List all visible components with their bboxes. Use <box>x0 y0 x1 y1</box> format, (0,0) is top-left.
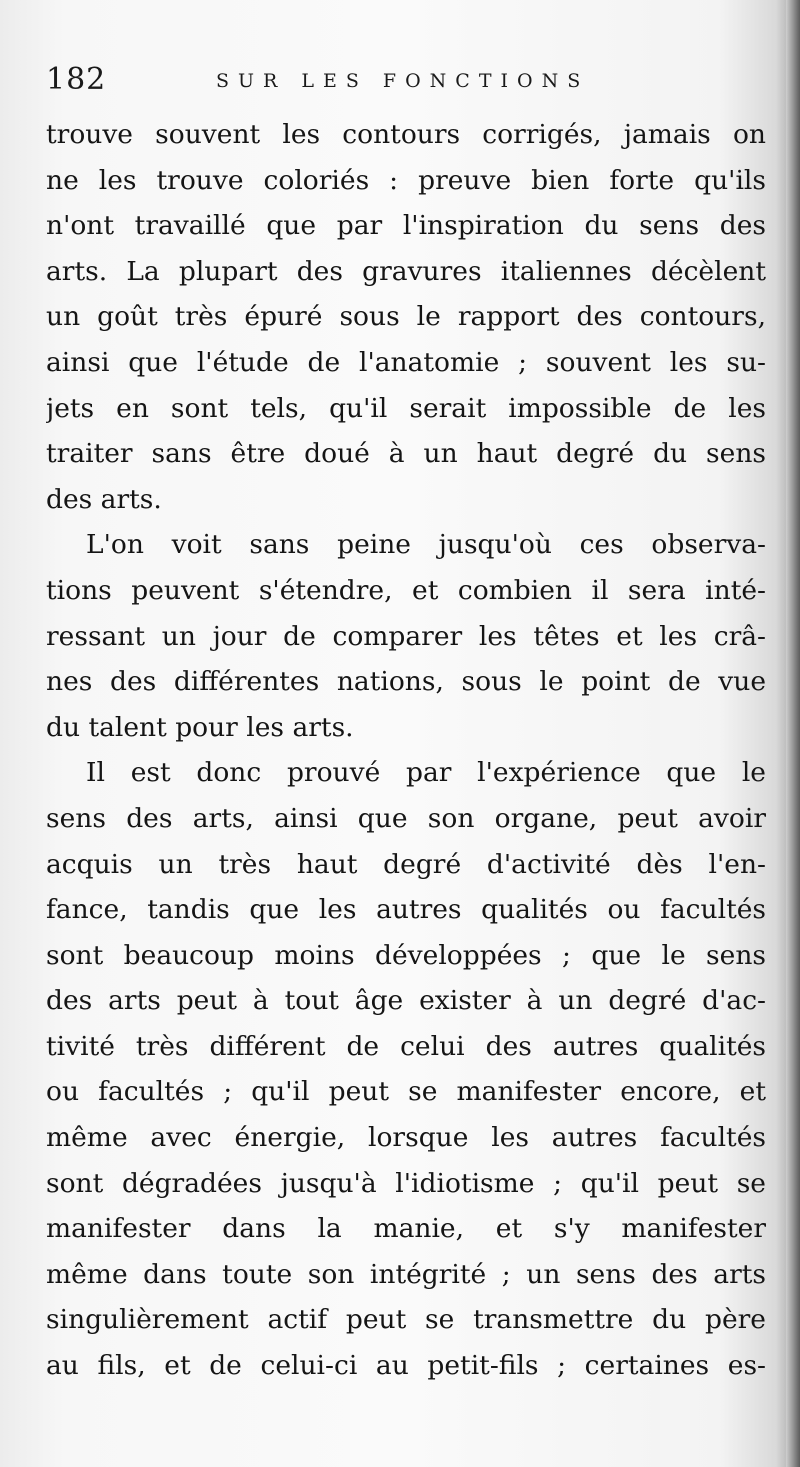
running-title: SUR LES FONCTIONS <box>216 70 590 92</box>
text-line: ou facultés ; qu'il peut se manifester encore, et <box>46 1076 766 1108</box>
text-line: ressant un jour de comparer les têtes et les crâ- <box>46 620 766 652</box>
paragraph-first-line: L'on voit sans peine jusqu'où ces observa- <box>86 529 766 561</box>
paragraph-first-line: Il est donc prouvé par l'expérience que le <box>86 757 766 789</box>
text-line: singulièrement actif peut se transmettre du père <box>46 1304 766 1336</box>
text-line: ainsi que l'étude de l'anatomie ; souvent les su- <box>46 346 766 378</box>
text-line: traiter sans être doué à un haut degré du sens <box>46 438 766 470</box>
text-line: jets en sont tels, qu'il serait impossible de les <box>46 392 766 424</box>
text-line: un goût très épuré sous le rapport des contours, <box>46 301 766 333</box>
text-line: manifester dans la manie, et s'y manifester <box>46 1213 766 1245</box>
text-line: acquis un très haut degré d'activité dès l'en- <box>46 848 766 880</box>
text-line: même dans toute son intégrité ; un sens des arts <box>46 1258 766 1290</box>
text-line: tivité très différent de celui des autres qualités <box>46 1030 766 1062</box>
text-line: arts. La plupart des gravures italiennes décèlent <box>46 255 766 287</box>
paragraph-end-line: des arts. <box>46 483 162 515</box>
text-line: sont dégradées jusqu'à l'idiotisme ; qu'il peut se <box>46 1167 766 1199</box>
text-line: ne les trouve coloriés : preuve bien forte qu'ils <box>46 164 766 196</box>
text-line: au fils, et de celui-ci au petit-fils ; certaines es- <box>46 1350 766 1382</box>
text-line: n'ont travaillé que par l'inspiration du sens des <box>46 210 766 242</box>
page-number: 182 <box>46 62 107 97</box>
text-line: tions peuvent s'étendre, et combien il sera inté- <box>46 574 766 606</box>
text-line: trouve souvent les contours corrigés, jamais on <box>46 119 766 150</box>
text-line: sens des arts, ainsi que son organe, peut avoir <box>46 802 766 834</box>
page-edge-shadow <box>786 0 800 1467</box>
text-line: même avec énergie, lorsque les autres facultés <box>46 1122 766 1154</box>
text-line: des arts peut à tout âge exister à un degré d'ac- <box>46 985 766 1017</box>
text-line: sont beaucoup moins développées ; que le sens <box>46 939 766 971</box>
running-head <box>46 62 746 106</box>
body-text <box>46 112 766 1389</box>
text-line: fance, tandis que les autres qualités ou facultés <box>46 894 766 926</box>
text-line: nes des différentes nations, sous le point de vue <box>46 666 766 698</box>
paragraph-end-line: du talent pour les arts. <box>46 711 354 743</box>
